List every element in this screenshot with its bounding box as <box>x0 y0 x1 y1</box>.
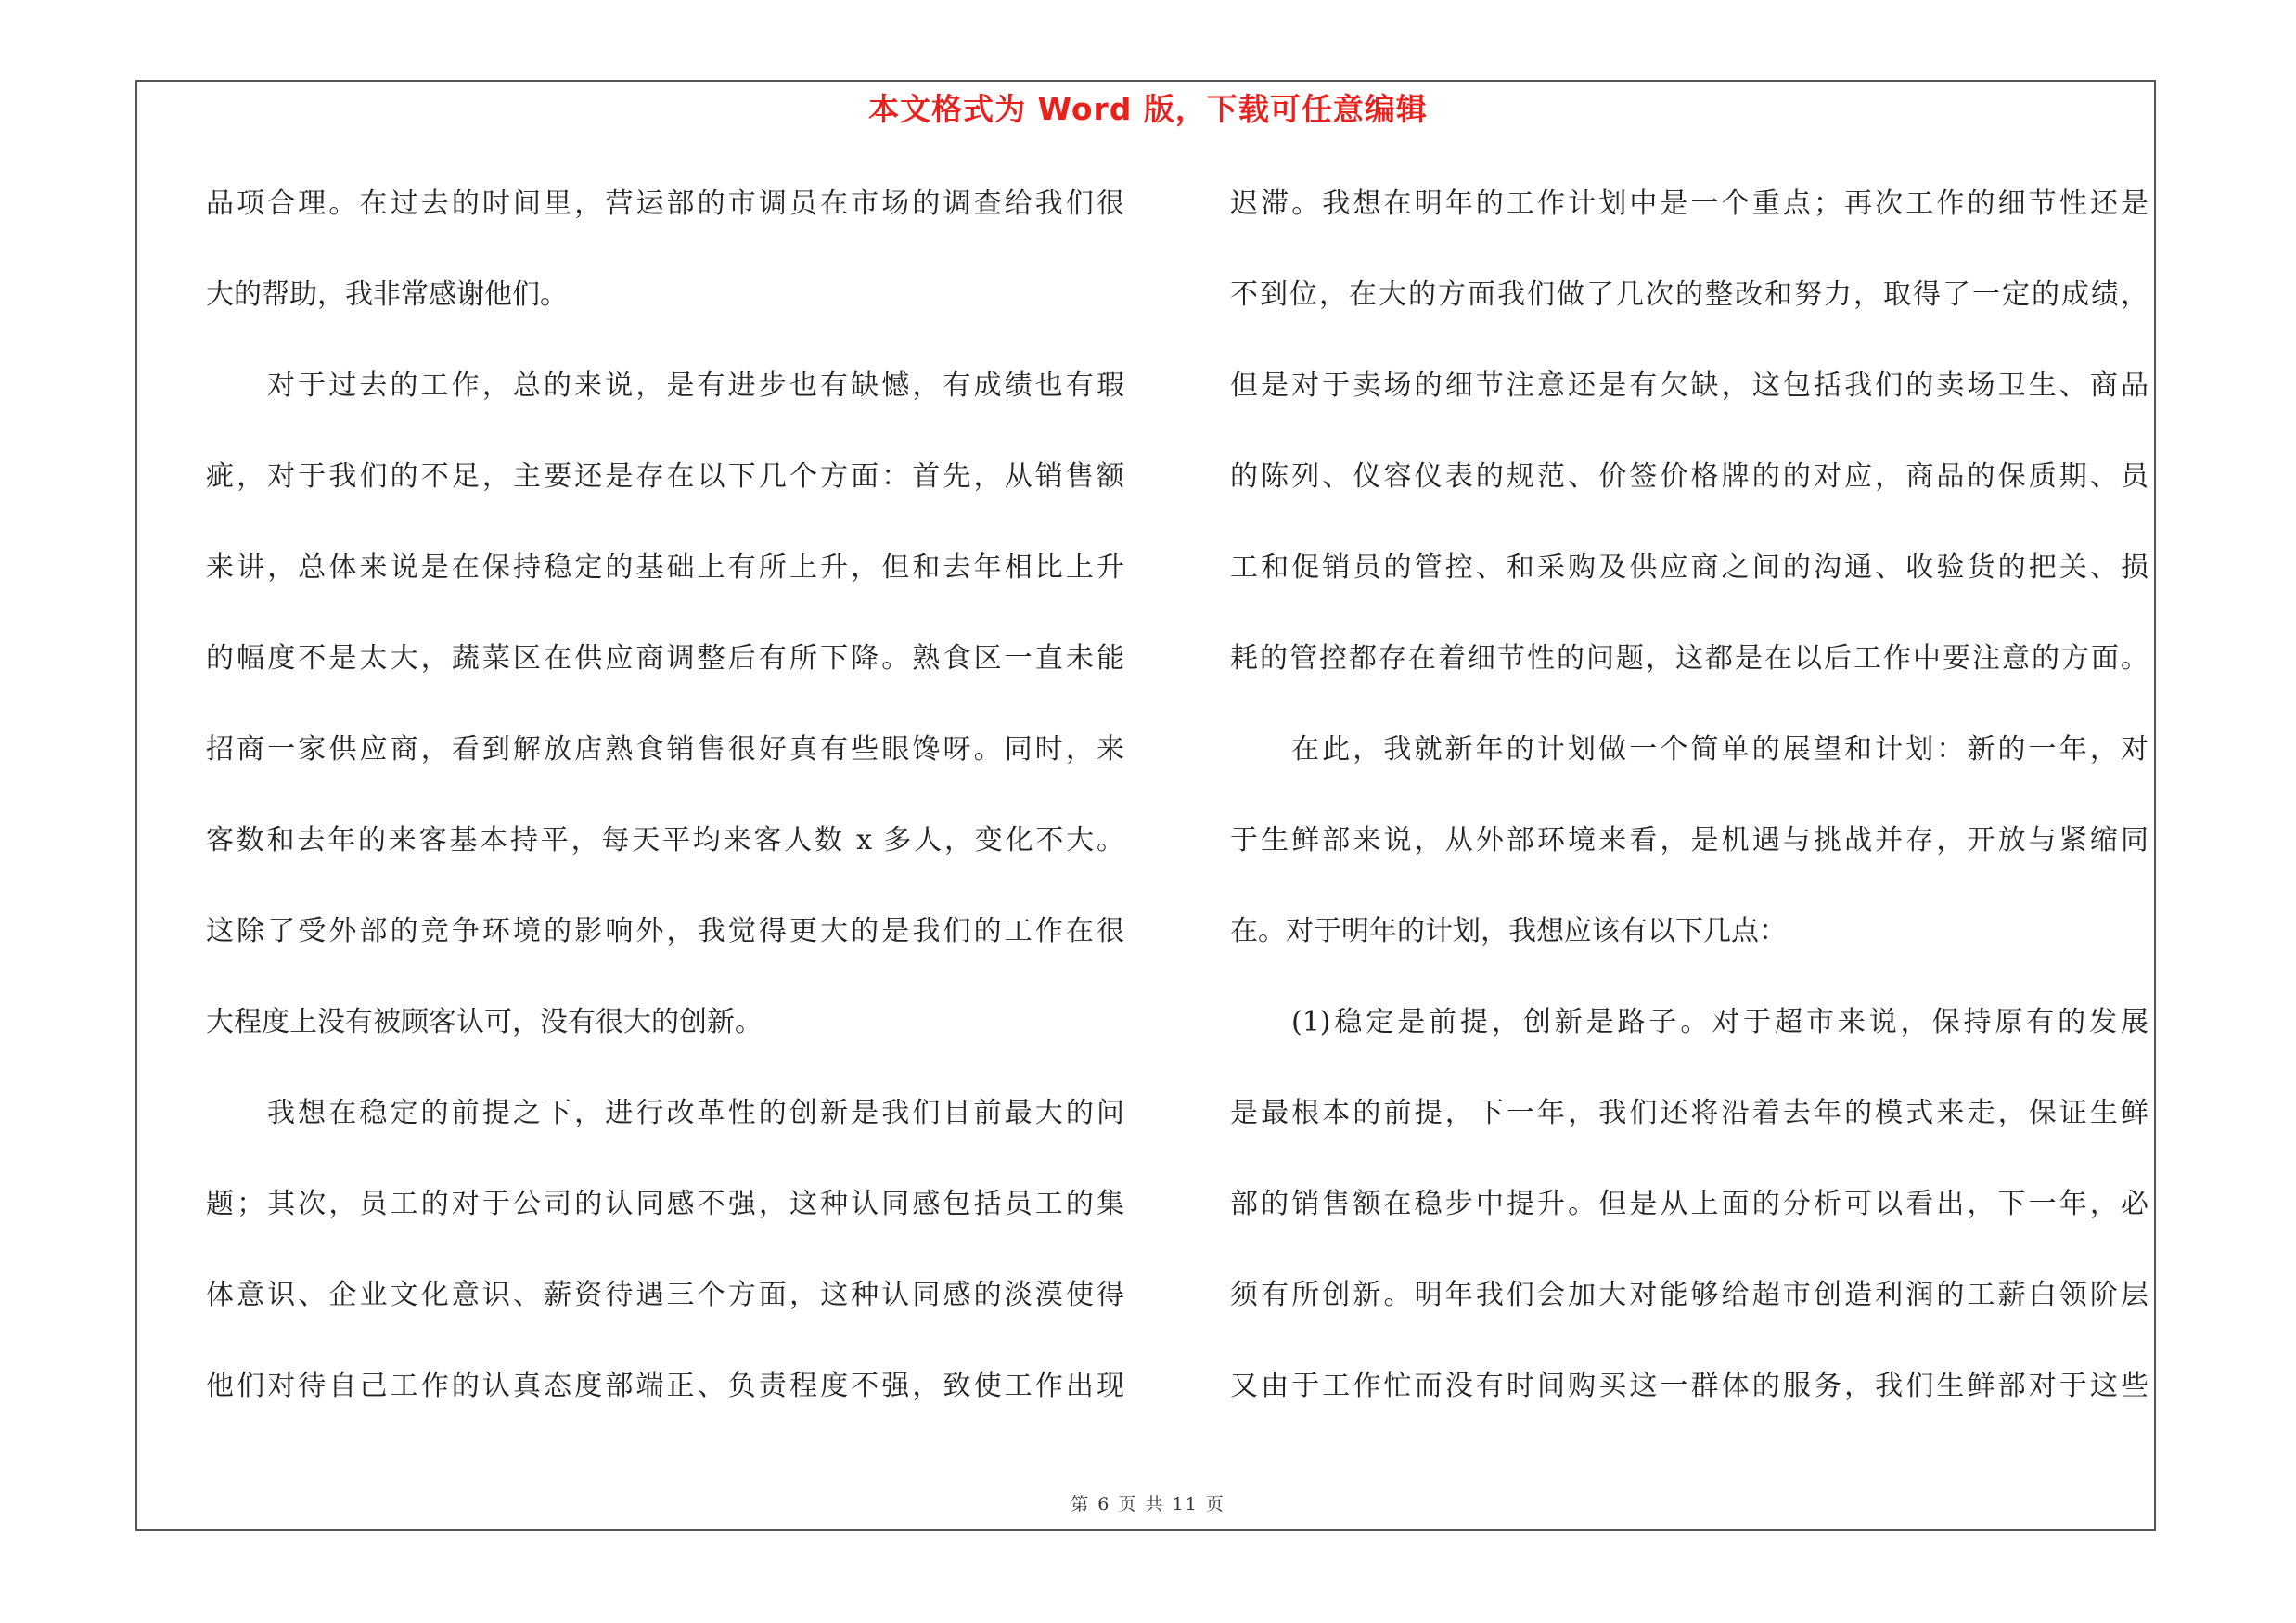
text-line: 他们对待自己工作的认真态度部端正、负责程度不强，致使工作出现 <box>206 1370 1124 1402</box>
text-line: 的幅度不是太大，蔬菜区在供应商调整后有所下降。熟食区一直未能 <box>206 642 1124 675</box>
text-line: 是最根本的前提，下一年，我们还将沿着去年的模式来走，保证生鲜 <box>1230 1097 2148 1129</box>
text-line: 大的帮助，我非常感谢他们。 <box>206 278 568 311</box>
text-line: 但是对于卖场的细节注意还是有欠缺，这包括我们的卖场卫生、商品 <box>1230 369 2148 402</box>
text-line: 客数和去年的来客基本持平，每天平均来客人数 x 多人，变化不大。 <box>206 824 1124 857</box>
page-number-footer: 第 6 页 共 11 页 <box>1071 1494 1225 1514</box>
text-line: 这除了受外部的竞争环境的影响外，我觉得更大的是我们的工作在很 <box>206 915 1124 947</box>
text-line: 我想在稳定的前提之下，进行改革性的创新是我们目前最大的问 <box>267 1097 1124 1129</box>
text-line: 大程度上没有被顾客认可，没有很大的创新。 <box>206 1006 763 1038</box>
text-line: 迟滞。我想在明年的工作计划中是一个重点；再次工作的细节性还是 <box>1230 187 2148 220</box>
text-line: 对于过去的工作，总的来说，是有进步也有缺憾，有成绩也有瑕 <box>267 369 1124 402</box>
text-line: 部的销售额在稳步中提升。但是从上面的分析可以看出，下一年，必 <box>1230 1188 2148 1220</box>
text-line: 招商一家供应商，看到解放店熟食销售很好真有些眼馋呀。同时，来 <box>206 733 1124 766</box>
text-line: 耗的管控都存在着细节性的问题，这都是在以后工作中要注意的方面。 <box>1230 642 2148 675</box>
text-line: 在此，我就新年的计划做一个简单的展望和计划：新的一年，对 <box>1291 733 2148 766</box>
text-line: 的陈列、仪容仪表的规范、价签价格牌的的对应，商品的保质期、员 <box>1230 460 2148 493</box>
text-line: 疵，对于我们的不足，主要还是存在以下几个方面：首先，从销售额 <box>206 460 1124 493</box>
text-line: 题；其次，员工的对于公司的认同感不强，这种认同感包括员工的集 <box>206 1188 1124 1220</box>
text-line: 须有所创新。明年我们会加大对能够给超市创造利润的工薪白领阶层 <box>1230 1279 2148 1311</box>
format-notice-banner: 本文格式为 Word 版，下载可任意编辑 <box>868 91 1428 127</box>
text-line: 在。对于明年的计划，我想应该有以下几点： <box>1230 915 1787 947</box>
text-line: 体意识、企业文化意识、薪资待遇三个方面，这种认同感的淡漠使得 <box>206 1279 1124 1311</box>
text-line: 工和促销员的管控、和采购及供应商之间的沟通、收验货的把关、损 <box>1230 551 2148 584</box>
text-line: 来讲，总体来说是在保持稳定的基础上有所上升，但和去年相比上升 <box>206 551 1124 584</box>
left-text-column <box>206 186 1124 1459</box>
text-line: 又由于工作忙而没有时间购买这一群体的服务，我们生鲜部对于这些 <box>1230 1370 2148 1402</box>
text-line: 于生鲜部来说，从外部环境来看，是机遇与挑战并存，开放与紧缩同 <box>1230 824 2148 857</box>
right-text-column <box>1230 186 2148 1459</box>
text-line: 品项合理。在过去的时间里，营运部的市调员在市场的调查给我们很 <box>206 187 1124 220</box>
text-line: (1)稳定是前提，创新是路子。对于超市来说，保持原有的发展 <box>1291 1006 2148 1038</box>
text-line: 不到位，在大的方面我们做了几次的整改和努力，取得了一定的成绩， <box>1230 278 2148 311</box>
